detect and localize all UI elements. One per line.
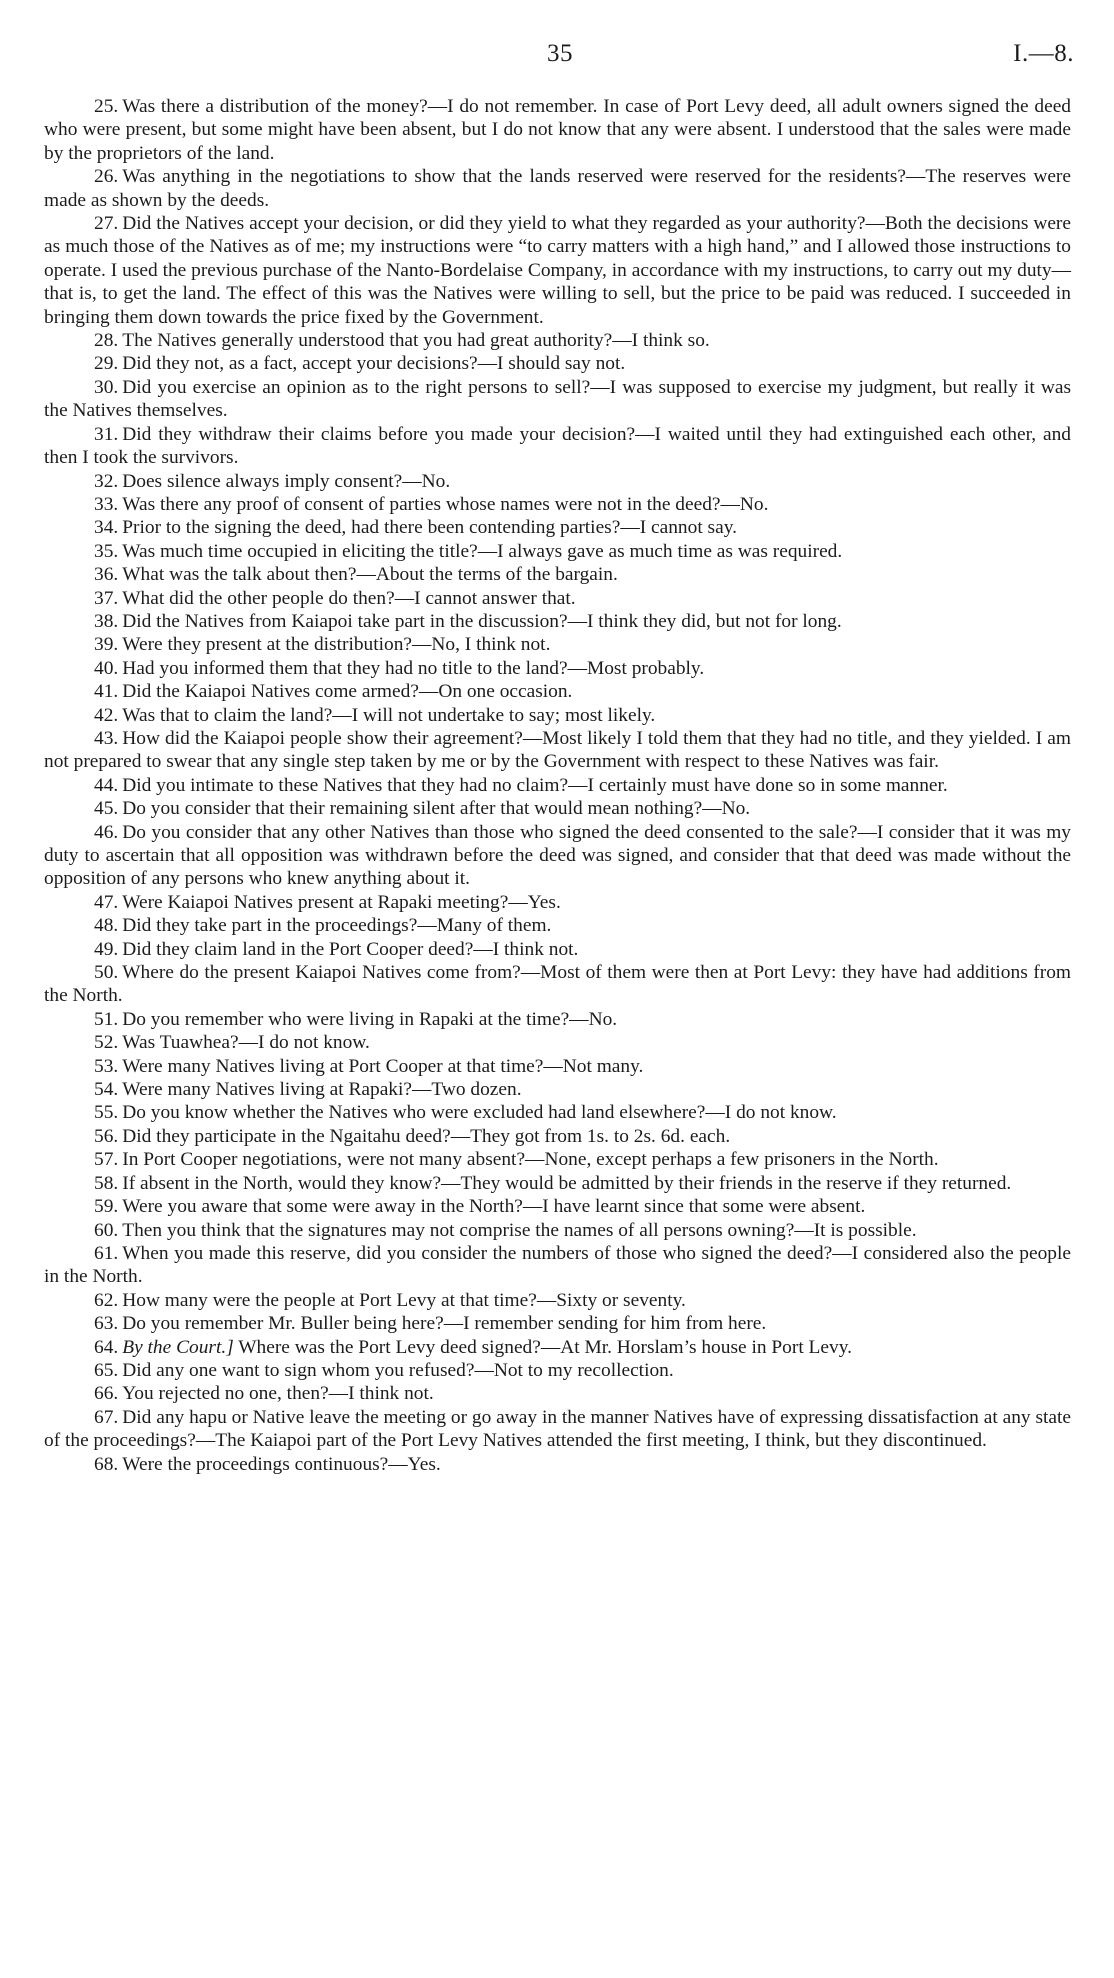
question-number: 39. (94, 634, 119, 656)
question-answer-paragraph (44, 1312, 1071, 1335)
question-number: 29. (94, 353, 119, 375)
question-answer-paragraph (44, 1382, 1071, 1405)
question-number: 50. (94, 962, 119, 984)
question-answer-paragraph (44, 1406, 1071, 1453)
question-answer-text: Did the Natives from Kaiapoi take part in the discussion?—I think they did, but not for long. (122, 610, 842, 632)
question-number: 68. (94, 1453, 119, 1475)
question-answer-text: Do you remember Mr. Buller being here?—I remember sending for him from here. (122, 1313, 767, 1335)
question-number: 58. (94, 1172, 119, 1194)
question-answer-text: Do you consider that any other Natives than those who signed the deed consented to the sale?—I consider that it was my duty to ascertain that all opposition was withdrawn before the deed was signed, and consider that that deed was made without the opposition of any persons who knew anything about it. (44, 821, 1071, 890)
question-number: 49. (94, 938, 119, 960)
question-answer-paragraph (44, 516, 1071, 539)
question-number: 40. (94, 657, 119, 679)
question-answer-paragraph (44, 797, 1071, 820)
question-answer-paragraph (44, 95, 1071, 165)
question-answer-paragraph (44, 610, 1071, 633)
question-number: 36. (94, 564, 119, 586)
question-answer-paragraph (44, 961, 1071, 1008)
question-answer-paragraph (44, 704, 1071, 727)
question-answer-text: Did you intimate to these Natives that they had no claim?—I certainly must have done so in some manner. (122, 774, 948, 796)
question-answer-text: Did they take part in the proceedings?—Many of them. (122, 915, 552, 937)
question-number: 67. (94, 1406, 119, 1428)
question-answer-text: Were Kaiapoi Natives present at Rapaki meeting?—Yes. (122, 891, 561, 913)
question-answer-paragraph (44, 657, 1071, 680)
question-answer-text: Was anything in the negotiations to show that the lands reserved were reserved for the residents?—The reserves were made as shown by the deeds. (44, 166, 1071, 211)
question-answer-text: Do you know whether the Natives who were excluded had land elsewhere?—I do not know. (122, 1102, 837, 1124)
question-number: 41. (94, 681, 119, 703)
question-answer-paragraph (44, 891, 1071, 914)
question-answer-text: How many were the people at Port Levy at that time?—Sixty or seventy. (122, 1289, 686, 1311)
question-answer-text: Did they not, as a fact, accept your decisions?—I should say not. (122, 353, 626, 375)
question-answer-text: How did the Kaiapoi people show their agreement?—Most likely I told them that they had no title, and they yielded. I am not prepared to swear that any single step taken by me or by the Government with respect to these Natives was fair. (44, 727, 1071, 773)
question-number: 61. (94, 1242, 119, 1264)
question-answer-paragraph (44, 1453, 1071, 1476)
question-answer-text: Did they claim land in the Port Cooper deed?—I think not. (122, 938, 579, 960)
question-answer-paragraph (44, 1289, 1071, 1312)
question-answer-paragraph (44, 563, 1071, 586)
question-number: 32. (94, 470, 119, 492)
question-answer-text: What was the talk about then?—About the terms of the bargain. (122, 564, 618, 586)
question-answer-paragraph (44, 376, 1071, 423)
question-number: 53. (94, 1055, 119, 1077)
question-number: 30. (94, 376, 119, 398)
question-answer-text: Had you informed them that they had no title to the land?—Most probably. (122, 657, 705, 679)
question-answer-text: Was there a distribution of the money?—I do not remember. In case of Port Levy deed, all adult owners signed the deed who were present, but some might have been absent, but I do not know that any were absent. I understood that the sales were made by the proprietors of the land. (44, 96, 1071, 164)
question-answer-text: Were the proceedings continuous?—Yes. (122, 1453, 441, 1475)
question-number: 33. (94, 493, 119, 515)
question-answer-text: Prior to the signing the deed, had there been contending parties?—I cannot say. (122, 517, 737, 539)
question-number: 25. (94, 96, 119, 117)
question-answer-text: Were many Natives living at Port Cooper at that time?—Not many. (122, 1055, 644, 1077)
question-number: 62. (94, 1289, 119, 1311)
question-answer-paragraph (44, 212, 1071, 329)
question-answer-paragraph (44, 1195, 1071, 1218)
question-answer-paragraph (44, 1008, 1071, 1031)
question-answer-text: In Port Cooper negotiations, were not many absent?—None, except perhaps a few prisoners in the North. (122, 1149, 939, 1171)
question-number: 52. (94, 1032, 119, 1054)
question-answer-text: Did they participate in the Ngaitahu deed?—They got from 1s. to 2s. 6d. each. (122, 1125, 731, 1147)
question-answer-text: Where was the Port Levy deed signed?—At Mr. Horslam’s house in Port Levy. (238, 1336, 852, 1358)
question-number: 46. (94, 821, 119, 843)
question-answer-text: Did any hapu or Native leave the meeting or go away in the manner Natives have of expressing dissatisfaction at any state of the proceedings?—The Kaiapoi part of the Port Levy Natives attended the first meeting, I think, but they discontinued. (44, 1406, 1071, 1452)
question-answer-paragraph (44, 493, 1071, 516)
question-number: 44. (94, 774, 119, 796)
question-answer-paragraph (44, 938, 1071, 961)
question-number: 63. (94, 1313, 119, 1335)
question-answer-paragraph (44, 423, 1071, 470)
question-answer-text: What did the other people do then?—I cannot answer that. (122, 587, 576, 609)
question-answer-text: Did the Kaiapoi Natives come armed?—On one occasion. (122, 681, 573, 703)
question-answer-paragraph (44, 1242, 1071, 1289)
question-answer-text: If absent in the North, would they know?—They would be admitted by their friends in the reserve if they returned. (122, 1172, 1012, 1194)
question-answer-text: Did they withdraw their claims before you made your decision?—I waited until they had extinguished each other, and then I took the survivors. (44, 423, 1071, 469)
series-reference: I.—8. (1013, 40, 1074, 67)
question-answer-text: You rejected no one, then?—I think not. (122, 1383, 434, 1405)
question-answer-text: Was there any proof of consent of parties whose names were not in the deed?—No. (122, 493, 769, 515)
question-answer-paragraph (44, 1031, 1071, 1054)
question-answer-text: Was that to claim the land?—I will not undertake to say; most likely. (122, 704, 656, 726)
question-number: 60. (94, 1219, 119, 1241)
question-number: 51. (94, 1008, 119, 1030)
question-answer-paragraph (44, 352, 1071, 375)
question-answer-text: Does silence always imply consent?—No. (122, 470, 451, 492)
question-answer-paragraph (44, 1172, 1071, 1195)
question-answer-paragraph (44, 587, 1071, 610)
question-number: 54. (94, 1079, 119, 1101)
question-number: 45. (94, 798, 119, 820)
question-number: 34. (94, 517, 119, 539)
question-number: 27. (94, 213, 119, 235)
page-number: 35 (547, 40, 573, 67)
question-number: 38. (94, 610, 119, 632)
question-answer-text: Did the Natives accept your decision, or did they yield to what they regarded as your authority?—Both the decisions were as much those of the Natives as of me; my instructions were “to carry matters with a high hand,” and I allowed those instructions to operate. I used the previous purchase of the Nanto-Bordelaise Company, in accordance with my instructions, to carry out my duty—that is, to get the land. The effect of this was the Natives were willing to sell, but the price to be paid was reduced. I succeeded in bringing them down towards the price fixed by the Government. (44, 213, 1071, 328)
question-answer-text: When you made this reserve, did you consider the numbers of those who signed the deed?—I considered also the people in the North. (44, 1242, 1071, 1288)
question-number: 35. (94, 540, 119, 562)
question-answer-paragraph (44, 680, 1071, 703)
question-number: 57. (94, 1149, 119, 1171)
question-answer-text: Were many Natives living at Rapaki?—Two dozen. (122, 1079, 522, 1101)
question-answer-text: Did you exercise an opinion as to the right persons to sell?—I was supposed to exercise my judgment, but really it was the Natives themselves. (44, 376, 1071, 422)
question-number: 43. (94, 727, 119, 749)
question-answer-text: The Natives generally understood that you had great authority?—I think so. (122, 330, 710, 352)
question-answer-paragraph (44, 774, 1071, 797)
question-number: 31. (94, 423, 119, 445)
question-number: 59. (94, 1196, 119, 1218)
question-number: 55. (94, 1102, 119, 1124)
question-answer-paragraph (44, 914, 1071, 937)
question-number: 37. (94, 587, 119, 609)
question-answer-paragraph (44, 1055, 1071, 1078)
question-answer-text: Did any one want to sign whom you refused?—Not to my recollection. (122, 1359, 674, 1381)
question-answer-text: Do you remember who were living in Rapaki at the time?—No. (122, 1008, 618, 1030)
question-answer-text: Was Tuawhea?—I do not know. (122, 1032, 370, 1054)
question-answer-paragraph (44, 1219, 1071, 1242)
question-answer-text: Then you think that the signatures may not comprise the names of all persons owning?—It is possible. (122, 1219, 917, 1241)
question-answer-text: Do you consider that their remaining silent after that would mean nothing?—No. (122, 798, 751, 820)
question-answer-text: Were they present at the distribution?—No, I think not. (122, 634, 551, 656)
question-number: 47. (94, 891, 119, 913)
question-number: 42. (94, 704, 119, 726)
question-number: 64. (94, 1336, 119, 1358)
question-answer-paragraph (44, 821, 1071, 891)
question-answer-text: Where do the present Kaiapoi Natives come from?—Most of them were then at Port Levy: they have had additions from the North. (44, 962, 1071, 1007)
question-answer-paragraph (44, 727, 1071, 774)
speaker-note: By the Court.] (122, 1336, 234, 1358)
question-answer-text: Was much time occupied in eliciting the title?—I always gave as much time as was required. (122, 540, 843, 562)
question-answer-paragraph (44, 540, 1071, 563)
question-number: 28. (94, 330, 119, 352)
question-number: 66. (94, 1383, 119, 1405)
question-answer-paragraph (44, 165, 1071, 212)
question-answer-paragraph (44, 1359, 1071, 1382)
question-number: 65. (94, 1359, 119, 1381)
question-number: 48. (94, 915, 119, 937)
question-number: 56. (94, 1125, 119, 1147)
question-answer-paragraph (44, 1101, 1071, 1124)
question-answer-paragraph (44, 1148, 1071, 1171)
question-answer-paragraph (44, 1336, 1071, 1359)
question-answer-paragraph (44, 633, 1071, 656)
question-answer-paragraph (44, 329, 1071, 352)
testimony-body (44, 95, 1071, 1476)
question-answer-text: Were you aware that some were away in the North?—I have learnt since that some were absent. (122, 1196, 866, 1218)
question-answer-paragraph (44, 1078, 1071, 1101)
question-answer-paragraph (44, 470, 1071, 493)
question-number: 26. (94, 166, 119, 188)
question-answer-paragraph (44, 1125, 1071, 1148)
